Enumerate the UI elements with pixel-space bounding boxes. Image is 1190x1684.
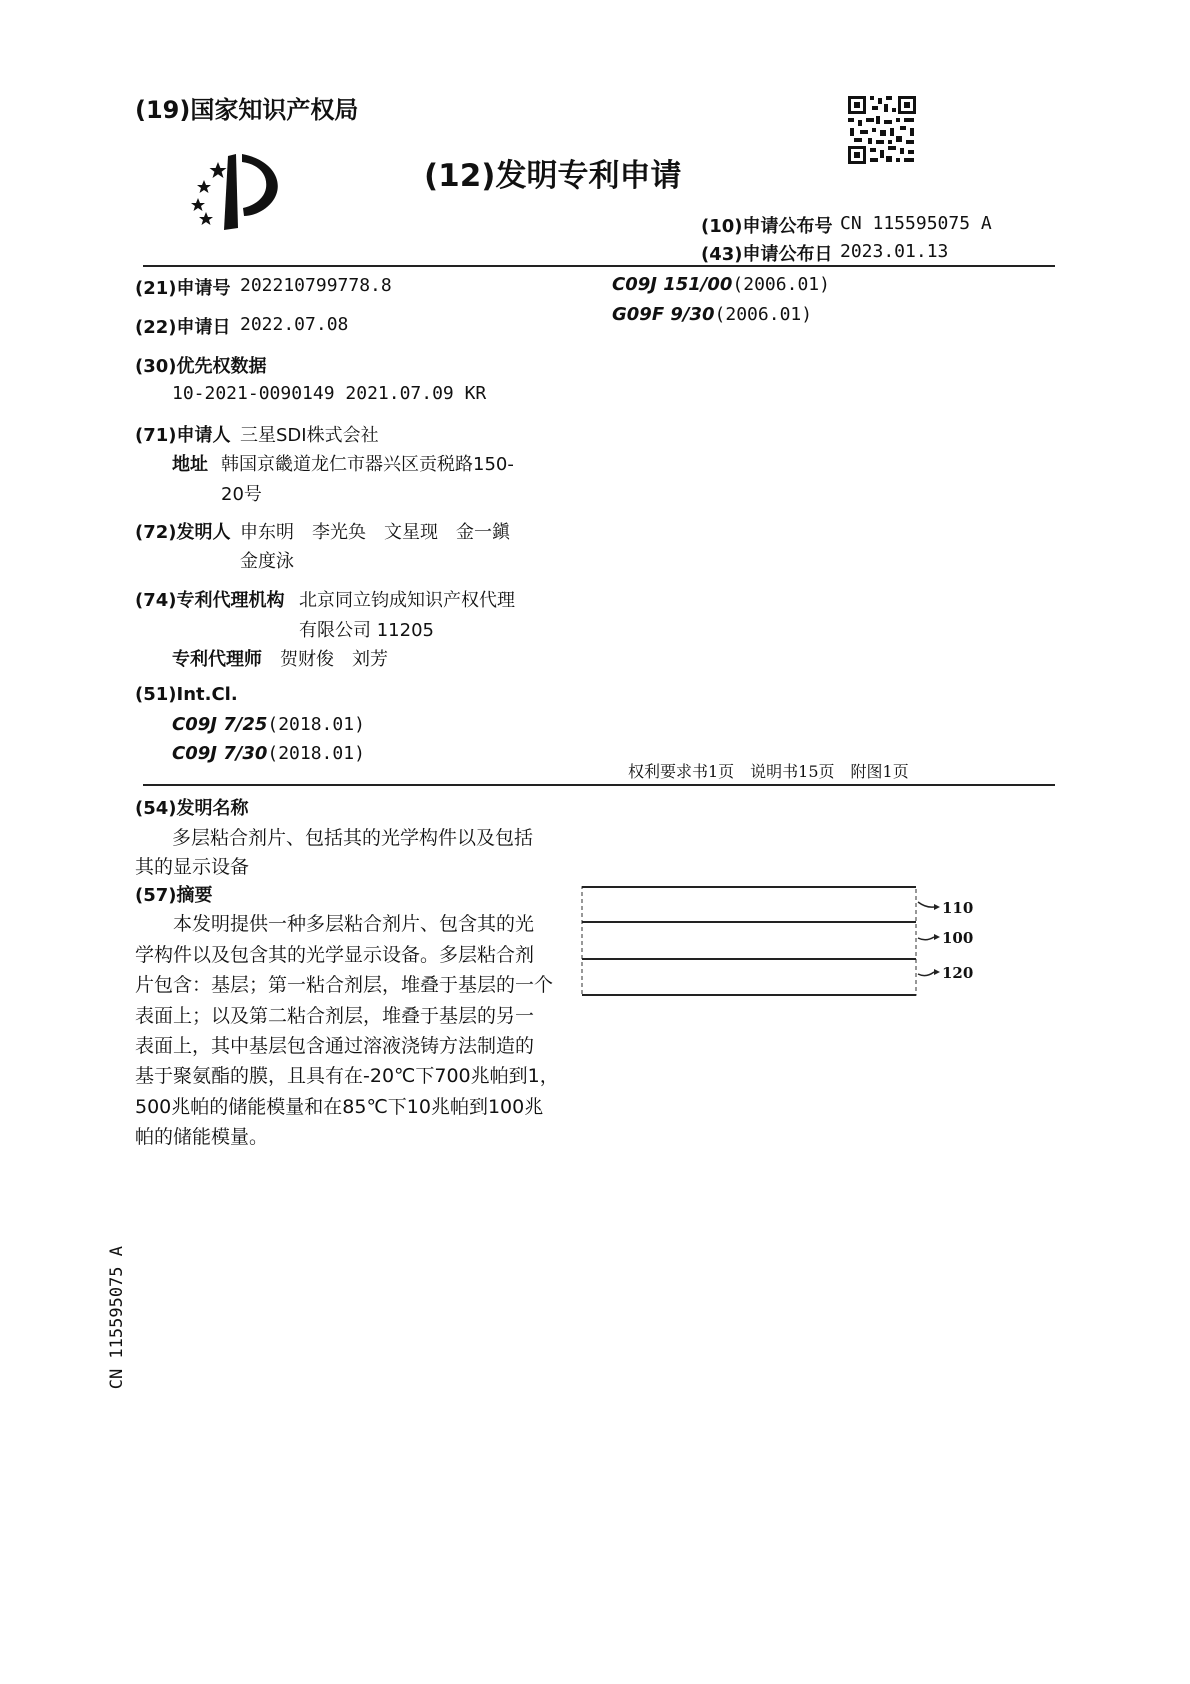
figure-label-110: 110 — [942, 899, 974, 917]
abstract-line-1: 本发明提供一种多层粘合剂片、包含其的光 — [135, 913, 535, 935]
app-date-value: 2022.07.08 — [240, 314, 349, 335]
layer-diagram — [578, 882, 978, 1002]
intcl-code: C09J 7/30 — [172, 743, 268, 764]
agency-line-2: 有限公司 11205 — [299, 620, 434, 641]
cnipa-logo — [184, 150, 288, 234]
app-date-label: (22)申请日 — [135, 317, 231, 338]
section-divider — [143, 784, 1055, 786]
priority-label: (30)优先权数据 — [135, 356, 267, 377]
priority-value: 10-2021-0090149 2021.07.09 KR — [172, 383, 487, 404]
sheet-outline — [582, 887, 916, 995]
pub-date-label: (43)申请公布日 — [701, 244, 833, 265]
address-line-1: 韩国京畿道龙仁市器兴区贡税路150- — [221, 454, 514, 475]
abstract-line-5: 表面上，其中基层包含通过溶液浇铸方法制造的 — [135, 1035, 535, 1057]
intcl-year: (2018.01) — [267, 743, 365, 764]
document-type: (12)发明专利申请 — [424, 158, 682, 194]
abstract-line-6: 基于聚氨酯的膜，且具有在-20℃下700兆帕到1， — [135, 1065, 559, 1087]
inventor-line-1: 申东明 李光奂 文星现 金一鎭 — [240, 522, 510, 543]
figure-label-100: 100 — [942, 929, 974, 947]
inventor-line-2: 金度泳 — [240, 551, 294, 572]
agency-line-1: 北京同立钧成知识产权代理 — [299, 590, 515, 611]
agent-value: 贺财俊 刘芳 — [280, 649, 388, 670]
abstract-label: (57)摘要 — [135, 885, 213, 906]
intcl-entry-1 — [172, 714, 365, 735]
intcl-year: (2006.01) — [732, 274, 830, 295]
header-divider — [143, 265, 1055, 267]
abstract-line-4: 表面上；以及第二粘合剂层，堆叠于基层的另一 — [135, 1005, 535, 1027]
leader-120 — [918, 972, 934, 976]
agency-label: (74)专利代理机构 — [135, 590, 285, 611]
address-label: 地址 — [172, 454, 208, 475]
page-counts: 权利要求书1页 说明书15页 附图1页 — [628, 762, 909, 781]
abstract-line-7: 500兆帕的储能模量和在85℃下10兆帕到100兆 — [135, 1096, 544, 1118]
intcl-year: (2006.01) — [714, 304, 813, 325]
intcl-right-entry-2 — [612, 304, 812, 325]
intcl-label: (51)Int.Cl. — [135, 684, 238, 705]
app-no-label: (21)申请号 — [135, 278, 231, 299]
applicant-value: 三星SDI株式会社 — [240, 425, 379, 446]
intcl-right-entry-1 — [612, 274, 830, 295]
intcl-year: (2018.01) — [267, 714, 365, 735]
app-no-value: 202210799778.8 — [240, 275, 392, 296]
title-label: (54)发明名称 — [135, 798, 249, 819]
abstract-line-3: 片包含：基层；第一粘合剂层，堆叠于基层的一个 — [135, 974, 554, 996]
side-pub-number: CN 115595075 A — [107, 1246, 127, 1390]
pub-no-label: (10)申请公布号 — [701, 216, 833, 237]
leader-110 — [918, 902, 934, 907]
title-line-1: 多层粘合剂片、包括其的光学构件以及包括 — [172, 827, 534, 849]
inventor-label: (72)发明人 — [135, 522, 231, 543]
abstract-line-8: 帕的储能模量。 — [135, 1126, 269, 1148]
figure-label-120: 120 — [942, 964, 974, 982]
intcl-code: C09J 7/25 — [172, 714, 268, 735]
address-line-2: 20号 — [221, 484, 262, 505]
abstract-line-2: 学构件以及包含其的光学显示设备。多层粘合剂 — [135, 944, 535, 966]
intcl-entry-2 — [172, 743, 365, 764]
agent-label: 专利代理师 — [172, 649, 262, 670]
applicant-label: (71)申请人 — [135, 425, 231, 446]
title-line-2: 其的显示设备 — [135, 856, 250, 878]
office-name: (19)国家知识产权局 — [135, 96, 359, 124]
intcl-code: G09F 9/30 — [612, 304, 715, 325]
qr-code — [846, 94, 918, 166]
intcl-code: C09J 151/00 — [612, 274, 733, 295]
leader-100 — [918, 937, 934, 940]
pub-date-value: 2023.01.13 — [840, 241, 949, 262]
pub-no-value: CN 115595075 A — [840, 213, 992, 234]
